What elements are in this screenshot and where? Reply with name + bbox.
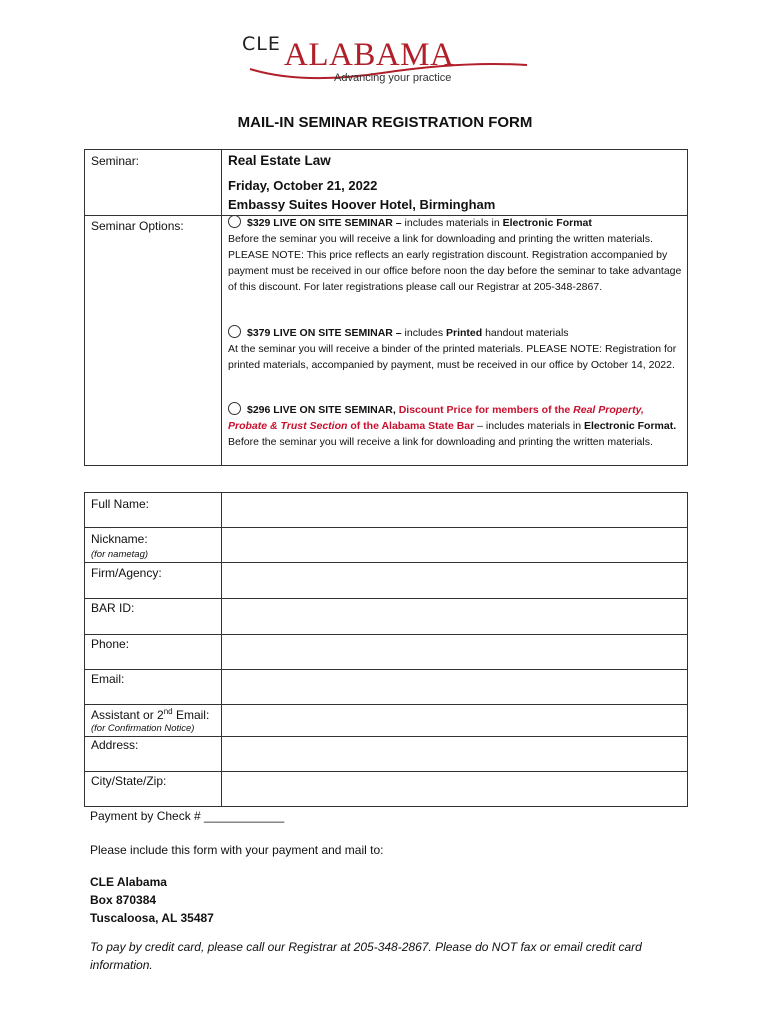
option-379: [228, 325, 683, 373]
option-description: At the seminar you will receive a binder of the printed materials. PLEASE NOTE: Registration for printed materials, accompanied by payment, must be received in our office by October 14, 2022.: [228, 343, 677, 371]
city-state-zip-field[interactable]: [222, 772, 687, 806]
option-description: Before the seminar you will receive a link for downloading and printing the written materials. PLEASE NOTE: This price reflects an early registration discount. Registration accompanied by payment must be received in our office before noon the day before the seminar to take advantage of this discount. For later registrations please call our Registrar at 205-348-2867.: [228, 233, 682, 293]
assistant-email-field[interactable]: [222, 705, 687, 736]
seminar-options-label: Seminar Options:: [91, 219, 184, 233]
option-329: [228, 215, 683, 295]
option-format: Electronic Format: [502, 217, 592, 229]
logo-alabama-text: ALABAMA: [284, 37, 455, 73]
address-line: CLE Alabama: [90, 875, 167, 889]
bar-id-label: BAR ID:: [91, 601, 135, 615]
address-field[interactable]: [222, 737, 687, 771]
option-lead: $296 LIVE ON SITE SEMINAR,: [247, 404, 396, 416]
assistant-email-text: Assistant or 2: [91, 708, 164, 722]
option-text: includes: [401, 327, 446, 339]
phone-label: Phone:: [91, 637, 130, 651]
city-state-zip-label: City/State/Zip:: [91, 774, 167, 788]
bar-id-field[interactable]: [222, 599, 687, 634]
address-label: Address:: [91, 738, 139, 752]
firm-field[interactable]: [222, 563, 687, 598]
section-name: Real Property, Probate & Trust Section: [228, 404, 644, 432]
email-field[interactable]: [222, 670, 687, 704]
discount-text: Discount Price for members of the: [395, 404, 574, 416]
option-lead: $379 LIVE ON SITE SEMINAR –: [247, 327, 402, 339]
discount-text: of the Alabama State Bar: [347, 420, 475, 432]
include-form-note: Please include this form with your payment and mail to:: [90, 843, 384, 857]
option-text: includes materials in: [401, 217, 503, 229]
table-divider: [221, 150, 222, 465]
email-label: Email:: [91, 672, 125, 686]
option-format: Electronic Format.: [583, 420, 677, 432]
firm-label: Firm/Agency:: [91, 566, 162, 580]
mailing-address: [90, 873, 214, 927]
seminar-date: Friday, October 21, 2022: [228, 178, 378, 193]
full-name-label: Full Name:: [91, 497, 150, 511]
option-description: Before the seminar you will receive a link for downloading and printing the written materials.: [228, 436, 653, 448]
form-title: MAIL-IN SEMINAR REGISTRATION FORM: [237, 114, 533, 131]
option-text: handout materials: [482, 327, 569, 339]
credit-card-note: To pay by credit card, please call our Registrar at 205-348-2867. Please do NOT fax or email credit card information.: [90, 940, 642, 972]
full-name-field[interactable]: [222, 493, 687, 527]
logo-cle-text: CLE: [242, 33, 281, 55]
assistant-email-note: (for Confirmation Notice): [91, 723, 195, 734]
registrant-table: [84, 492, 688, 807]
seminar-table: [84, 149, 688, 466]
assistant-email-text: Email:: [172, 708, 210, 722]
logo-tagline: Advancing your practice: [334, 72, 452, 84]
option-text: – includes materials in: [474, 420, 584, 432]
cle-alabama-logo: [242, 35, 527, 97]
phone-field[interactable]: [222, 635, 687, 669]
nickname-field[interactable]: [222, 528, 687, 562]
assistant-email-label: [91, 707, 209, 722]
nickname-note: (for nametag): [91, 549, 149, 560]
assistant-email-sup: nd: [163, 707, 173, 716]
address-line: Tuscaloosa, AL 35487: [90, 911, 214, 925]
address-line: Box 870384: [90, 893, 157, 907]
seminar-label: Seminar:: [91, 154, 140, 168]
option-296: [228, 402, 683, 450]
nickname-label: Nickname:: [91, 532, 148, 546]
option-lead: $329 LIVE ON SITE SEMINAR –: [247, 217, 402, 229]
seminar-location: Embassy Suites Hoover Hotel, Birmingham: [228, 197, 496, 212]
payment-check-line: Payment by Check # ____________: [90, 809, 285, 823]
option-379-radio[interactable]: [228, 325, 241, 338]
option-329-radio[interactable]: [228, 215, 241, 228]
seminar-name: Real Estate Law: [228, 153, 331, 168]
option-296-radio[interactable]: [228, 402, 241, 415]
option-format: Printed: [446, 327, 483, 339]
